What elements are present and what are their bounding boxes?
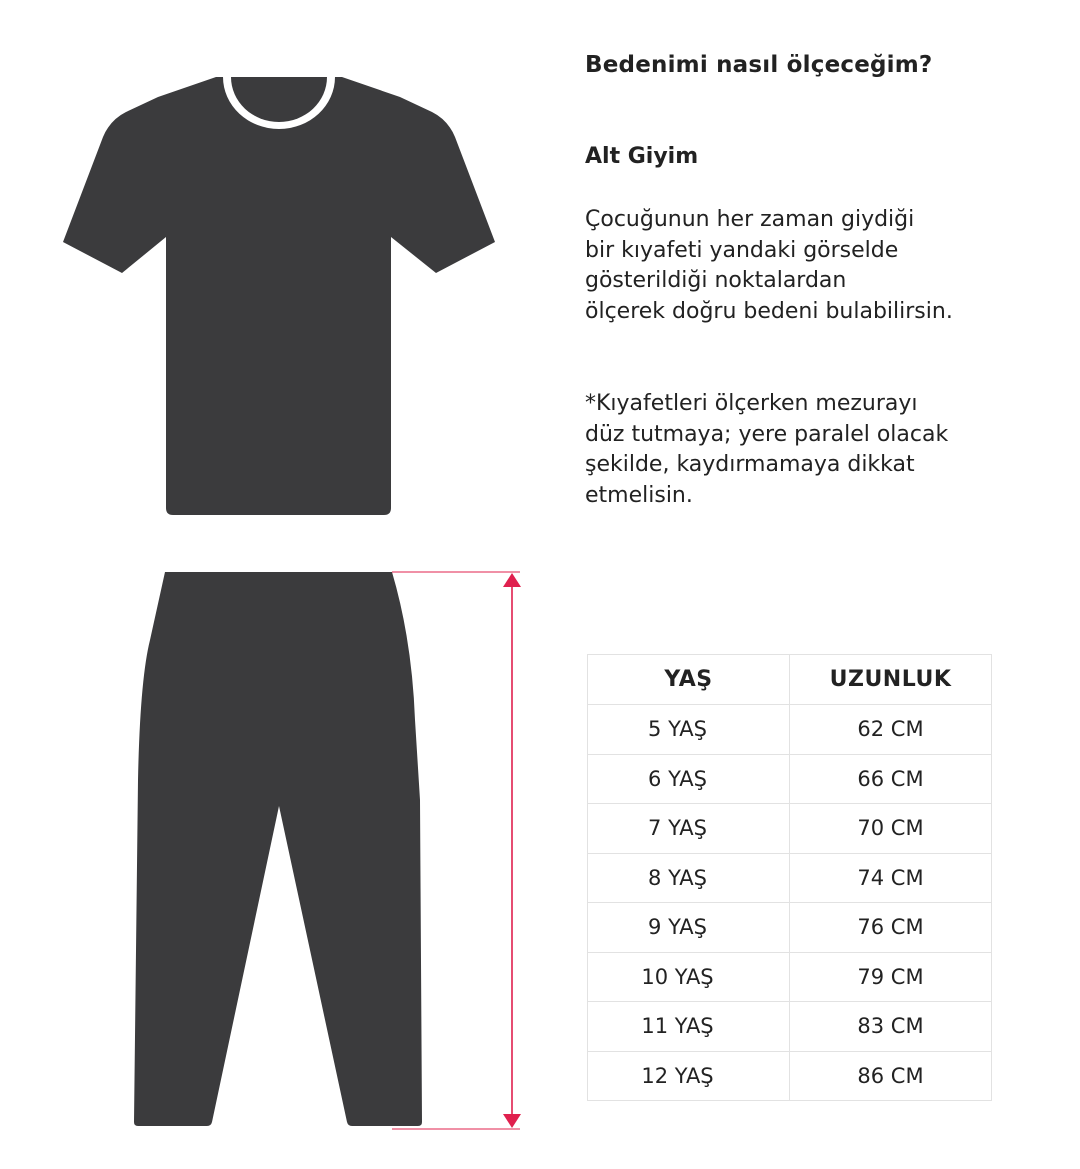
table-header-row: [588, 655, 992, 705]
instruction-line: gösterildiği noktalardan: [585, 268, 847, 293]
instruction-line: Çocuğunun her zaman giydiği: [585, 207, 915, 232]
length-cell: 66 CM: [790, 754, 992, 804]
age-cell: 11 YAŞ: [588, 1002, 790, 1052]
pants-icon: [134, 572, 422, 1126]
age-cell: 7 YAŞ: [588, 804, 790, 854]
table-row: [588, 952, 992, 1002]
length-cell: 74 CM: [790, 853, 992, 903]
age-cell: 10 YAŞ: [588, 952, 790, 1002]
table-row: [588, 1051, 992, 1101]
length-cell: 62 CM: [790, 705, 992, 755]
table-row: [588, 853, 992, 903]
length-cell: 83 CM: [790, 1002, 992, 1052]
page-title: Bedenimi nasıl ölçeceğim?: [585, 52, 933, 78]
length-cell: 70 CM: [790, 804, 992, 854]
table-row: [588, 804, 992, 854]
note-line: *Kıyafetleri ölçerken mezurayı: [585, 391, 918, 416]
table-row: [588, 754, 992, 804]
note-paragraph: [585, 389, 948, 511]
size-table: [587, 654, 992, 1101]
instructions-paragraph: [585, 205, 953, 327]
length-cell: 76 CM: [790, 903, 992, 953]
instruction-line: ölçerek doğru bedeni bulabilirsin.: [585, 298, 953, 324]
age-cell: 5 YAŞ: [588, 705, 790, 755]
table-row: [588, 1002, 992, 1052]
age-cell: 9 YAŞ: [588, 903, 790, 953]
column-header-length: UZUNLUK: [790, 655, 992, 705]
table-row: [588, 903, 992, 953]
table-row: [588, 705, 992, 755]
section-title: Alt Giyim: [585, 144, 699, 169]
note-line: düz tutmaya; yere paralel olacak: [585, 421, 949, 447]
note-line: şekilde, kaydırmamaya dikkat: [585, 452, 915, 477]
column-header-age: YAŞ: [588, 655, 790, 705]
tshirt-icon: [63, 77, 495, 515]
age-cell: 6 YAŞ: [588, 754, 790, 804]
age-cell: 8 YAŞ: [588, 853, 790, 903]
length-cell: 86 CM: [790, 1051, 992, 1101]
age-cell: 12 YAŞ: [588, 1051, 790, 1101]
note-line: etmelisin.: [585, 482, 693, 508]
length-cell: 79 CM: [790, 952, 992, 1002]
instruction-line: bir kıyafeti yandaki görselde: [585, 237, 899, 263]
